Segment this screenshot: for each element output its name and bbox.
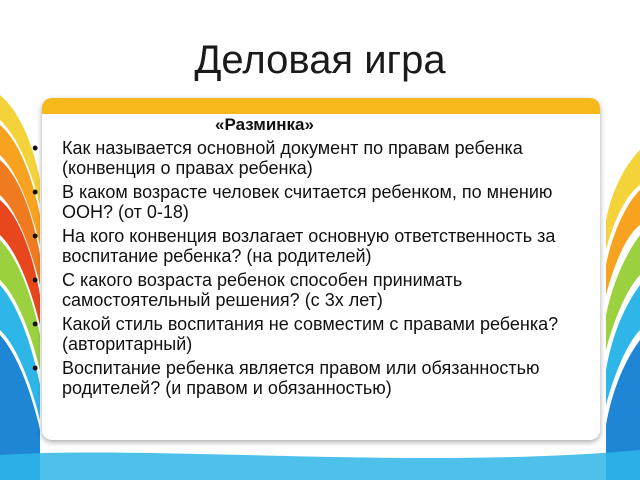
- card-top-band: [42, 98, 600, 114]
- bullet-icon: •: [32, 226, 39, 246]
- bullet-icon: •: [32, 314, 39, 334]
- list-item: [32, 359, 602, 398]
- list-item-text: Какой стиль воспитания не совместим с правами ребенка? (авторитарный): [62, 314, 559, 354]
- list-item: [32, 315, 602, 354]
- list-item: [32, 183, 602, 222]
- bullet-icon: •: [32, 270, 39, 290]
- bullet-icon: •: [32, 138, 39, 158]
- list-item: [32, 271, 602, 310]
- slide-title: Деловая игра: [194, 38, 446, 82]
- stripe-bottom: [0, 450, 640, 480]
- list-item-text: С какого возраста ребенок способен принимать самостоятельный решения? (с 3х лет): [62, 270, 463, 310]
- list-item-text: Как называется основной документ по правам ребенка (конвенция о правах ребенка): [62, 138, 523, 178]
- list-item-text: Воспитание ребенка является правом или обязанностью родителей? (и правом и обязанностью): [62, 358, 540, 398]
- list-item: [32, 139, 602, 178]
- list-item-text: На кого конвенция возлагает основную ответственность за воспитание ребенка? (на родителей): [62, 226, 556, 266]
- bullet-icon: •: [32, 182, 39, 202]
- list-item: [32, 227, 602, 266]
- card-subtitle: «Разминка»: [215, 115, 314, 134]
- bullet-icon: •: [32, 358, 39, 378]
- list-item-text: В каком возрасте человек считается ребенком, по мнению ООН? (от 0-18): [62, 182, 553, 222]
- question-list: [32, 139, 602, 403]
